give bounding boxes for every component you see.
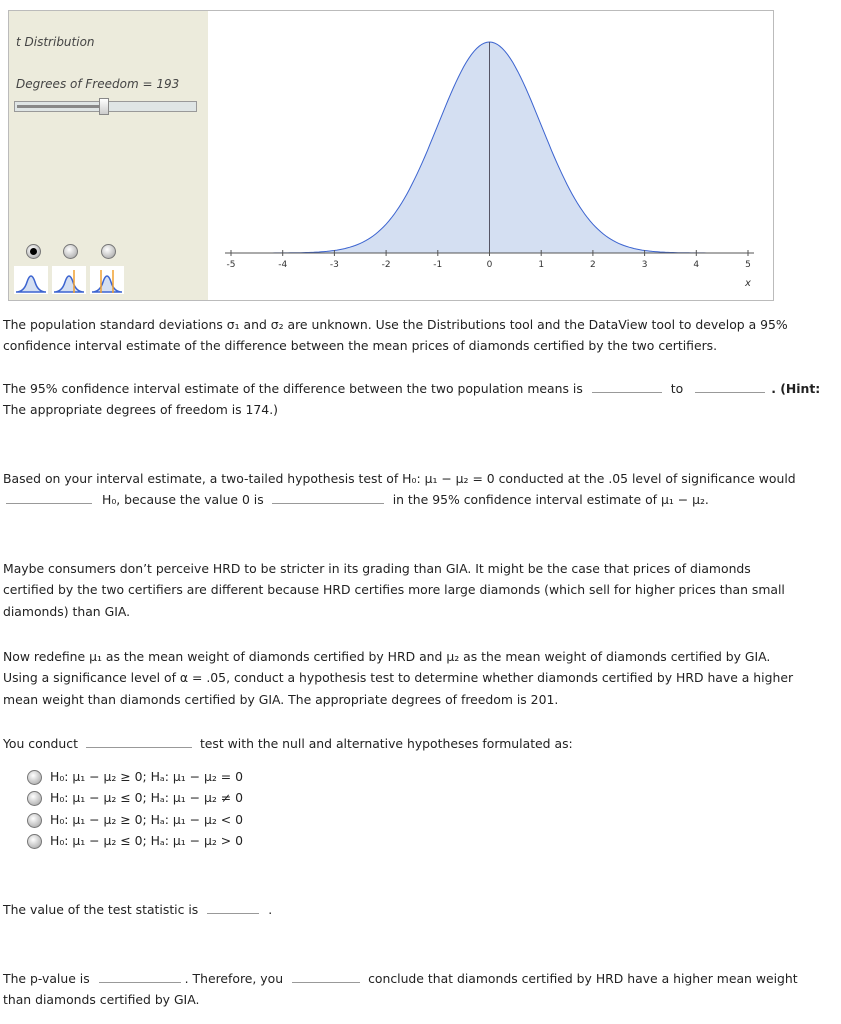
text-line: H₀, because the value 0 is [102, 492, 264, 508]
para-4 [3, 558, 785, 622]
mode-radio-distribution[interactable] [26, 244, 41, 259]
x-tick-label: -5 [226, 260, 236, 270]
text-line: Maybe consumers don’t perceive HRD to be stricter in its grading than GIA. It might be the case that prices of diamonds [3, 561, 751, 576]
hint-label [771, 381, 820, 396]
ci-upper-input[interactable] [695, 380, 765, 393]
text-line: . Therefore, you [184, 971, 284, 986]
ci-lower-input[interactable] [592, 380, 662, 393]
text-line: test with the null and alternative hypotheses formulated as: [199, 736, 573, 751]
x-tick-label: 5 [745, 260, 751, 270]
text-line: You conduct [3, 736, 78, 751]
x-tick-label: 3 [641, 260, 648, 270]
text-line: conclude that diamonds certified by HRD have a higher mean weight [368, 971, 798, 986]
radio-button[interactable] [27, 813, 42, 828]
radio-button[interactable] [27, 834, 42, 849]
text-line: Using a significance level of α = .05, conduct a hypothesis test to determine whether diamonds certified by HRD have a higher [3, 670, 794, 686]
x-tick-label: -4 [278, 260, 288, 270]
para-5 [3, 646, 793, 710]
hypothesis-text: H₀: μ₁ − μ₂ ≤ 0; Hₐ: μ₁ − μ₂ ≠ 0 [50, 790, 243, 805]
hypothesis-text: H₀: μ₁ − μ₂ ≤ 0; Hₐ: μ₁ − μ₂ > 0 [50, 833, 243, 848]
hypothesis-option[interactable] [27, 787, 243, 808]
text-line: The 95% confidence interval estimate of the difference between the two population means is [3, 381, 583, 396]
text-line: Now redefine μ₁ as the mean weight of diamonds certified by HRD and μ₂ as the mean weight of diamonds certified by GIA. [3, 649, 771, 664]
t-distribution-chart [208, 11, 773, 300]
hypothesis-text: H₀: μ₁ − μ₂ ≥ 0; Hₐ: μ₁ − μ₂ < 0 [50, 812, 243, 827]
radio-button[interactable] [27, 791, 42, 806]
text-line: The p-value is [3, 971, 90, 986]
hypothesis-option[interactable] [27, 830, 243, 851]
text-line: diamonds) than GIA. [3, 603, 131, 619]
text-line: in the 95% confidence interval estimate of μ₁ − μ₂. [392, 492, 709, 508]
x-tick-label: -1 [433, 260, 443, 270]
p-value-input[interactable] [99, 970, 181, 983]
test-statistic-input[interactable] [207, 901, 259, 914]
conduct-line [3, 733, 573, 754]
one-tail-icon[interactable] [52, 266, 86, 294]
reject-select[interactable] [6, 491, 92, 504]
distribution-icon[interactable] [14, 266, 48, 294]
para-2 [3, 378, 820, 421]
to-label: to [670, 381, 684, 396]
x-tick-label: 4 [693, 260, 700, 270]
text-line: mean weight than diamonds certified by GIA. The appropriate degrees of freedom is 201. [3, 691, 559, 707]
hint-text: . (Hint: [771, 381, 821, 396]
text-line: than diamonds certified by GIA. [3, 992, 200, 1008]
df-slider[interactable] [14, 101, 197, 112]
conclusion-select[interactable] [292, 970, 360, 983]
hypothesis-text: H₀: μ₁ − μ₂ ≥ 0; Hₐ: μ₁ − μ₂ = 0 [50, 769, 243, 784]
test-statistic-line [3, 899, 272, 920]
radio-button[interactable] [27, 770, 42, 785]
mode-radio-two-tail[interactable] [101, 244, 116, 259]
text-line: certified by the two certifiers are different because HRD certifies more large diamonds (which sell for higher prices than small [3, 582, 785, 598]
x-tick-label: 0 [486, 260, 493, 270]
mode-radio-one-tail[interactable] [63, 244, 78, 259]
text-line: confidence interval estimate of the difference between the mean prices of diamonds certified by the two certifiers. [3, 338, 718, 354]
para-3 [3, 468, 796, 511]
slider-fill [17, 105, 104, 108]
two-tail-icon[interactable] [90, 266, 124, 294]
text-line: Based on your interval estimate, a two-tailed hypothesis test of H₀: μ₁ − μ₂ = 0 conducted at the .05 level of significance would [3, 471, 796, 486]
x-tick-label: -3 [329, 260, 339, 270]
distribution-title: t Distribution [16, 35, 95, 49]
text-line: The appropriate degrees of freedom is 174.) [3, 402, 278, 418]
contained-select[interactable] [272, 491, 384, 504]
text-line: The value of the test statistic is [3, 902, 199, 917]
para-1 [3, 314, 788, 357]
x-axis-label: x [745, 278, 751, 289]
distributions-tool [8, 10, 774, 301]
x-tick-label: -2 [381, 260, 391, 270]
p-value-line [3, 968, 798, 1011]
text-line: The population standard deviations σ₁ and σ₂ are unknown. Use the Distributions tool and the DataView tool to develop a 95% [3, 317, 788, 332]
hypothesis-option[interactable] [27, 809, 243, 830]
control-panel [9, 11, 208, 300]
df-label: Degrees of Freedom = 193 [16, 77, 180, 91]
hypothesis-option[interactable] [27, 766, 243, 787]
x-tick-label: 2 [590, 260, 596, 270]
test-type-select[interactable] [86, 735, 192, 748]
slider-thumb[interactable] [99, 98, 109, 115]
text-line: . [268, 902, 273, 917]
x-tick-label: 1 [538, 260, 545, 270]
